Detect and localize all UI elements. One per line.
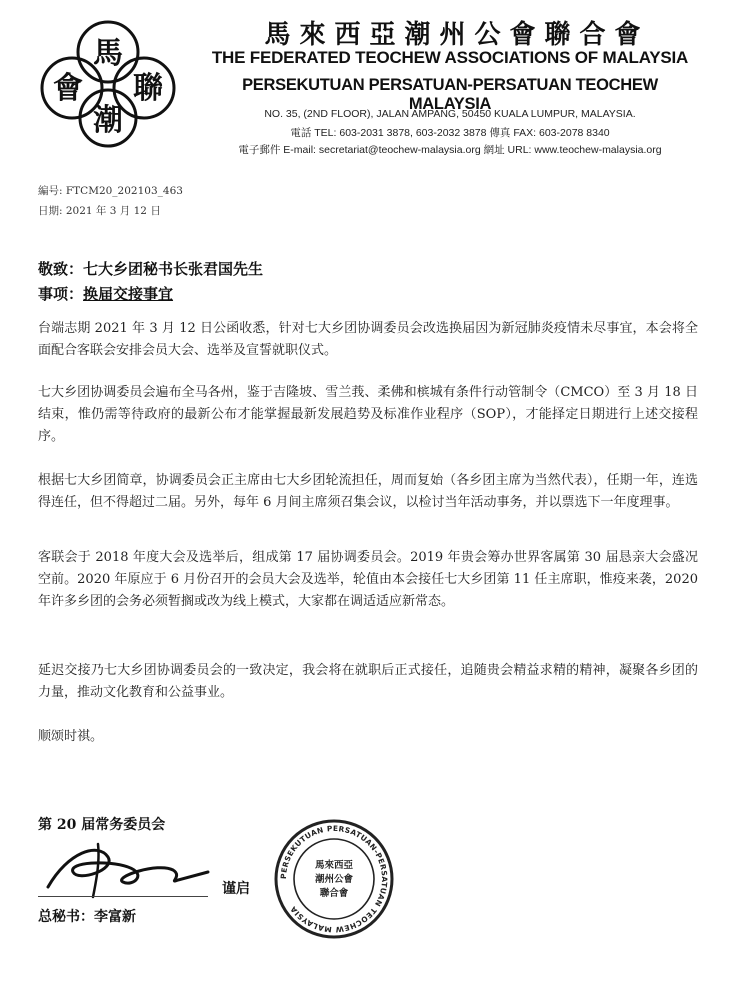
org-name-chinese: 馬來西亞潮州公會聯合會 <box>264 20 650 50</box>
body-paragraph-3: 根据七大乡团简章，协调委员会正主席由七大乡团轮流担任，周而复始（各乡团主席为当然代表），任期一年，连选得连任，但不得超过二届。另外，每年 6 月间主席须召集会议，以检讨当年活动事务，并以票选下一年度理事。 <box>38 473 698 510</box>
org-address: NO. 35, (2ND FLOOR), JALAN AMPANG, 50450 KUALA LUMPUR, MALAYSIA. <box>264 108 636 120</box>
association-seal <box>273 818 395 940</box>
org-tel-fax: 電話 TEL: 603-2031 3878, 603-2032 3878 傳真 FAX: 603-2078 8340 <box>290 127 610 139</box>
org-email-web: 電子郵件 E-mail: secretariat@teochew-malaysia.org 網址 URL: www.teochew-malaysia.org <box>238 144 662 156</box>
body-paragraph-2: 七大乡团协调委员会遍布全马各州，鉴于吉隆坡、雪兰莪、柔佛和槟城有条件行动管制令（CMCO）至 3 月 18 日结束，惟仍需等待政府的最新公布才能掌握最新发展趋势及标准作业程序（SOP），才能择定日期进行上述交接程序。 <box>38 385 698 444</box>
svg-text:馬來西亞: 馬來西亞 <box>314 860 354 871</box>
closing-greeting: 顺颂时祺。 <box>38 729 104 744</box>
svg-text:馬: 馬 <box>93 36 123 71</box>
recipient-line: 敬致：七大乡团秘书长张君国先生 <box>38 260 264 278</box>
svg-text:潮州公會: 潮州公會 <box>314 874 354 885</box>
subject-value: 换届交接事宜 <box>83 285 174 303</box>
association-logo <box>38 18 178 148</box>
committee-name: 第 20 届常务委员会 <box>38 817 166 833</box>
reference-number: 編号: FTCM20_202103_463 <box>38 185 183 197</box>
subject-label: 事项： <box>38 285 84 303</box>
respectfully-closing: 谨启 <box>222 881 250 897</box>
subject-line <box>38 283 173 304</box>
svg-text:PERSEKUTUAN PERSATUAN-PERSATUA: PERSEKUTUAN PERSATUAN-PERSATUAN TEOCHEW MALAYSIA <box>278 823 390 935</box>
body-paragraph-5: 延迟交接乃七大乡团协调委员会的一致决定，我会将在就职后正式接任，追随贵会精益求精的精神，凝聚各乡团的力量，推动文化教育和公益事业。 <box>38 663 698 700</box>
org-name-malay: PERSEKUTUAN PERSATUAN-PERSATUAN TEOCHEW MALAYSIA <box>242 76 658 113</box>
svg-text:會: 會 <box>53 71 83 106</box>
handwritten-signature <box>38 832 218 902</box>
letter-date: 日期: 2021 年 3 月 12 日 <box>38 205 161 217</box>
svg-text:潮: 潮 <box>93 103 123 138</box>
org-name-english: THE FEDERATED TEOCHEW ASSOCIATIONS OF MALAYSIA <box>211 48 689 67</box>
secretary-general: 总秘书：李富新 <box>38 909 136 925</box>
svg-text:聯: 聯 <box>133 71 163 106</box>
signature-line <box>38 896 208 897</box>
svg-text:聯合會: 聯合會 <box>319 888 349 899</box>
body-paragraph-1: 台端志期 2021 年 3 月 12 日公函收悉，针对七大乡团协调委员会改选换届因为新冠肺炎疫情未尽事宜，本会将全面配合客联会安排会员大会、选举及宣誓就职仪式。 <box>38 321 698 358</box>
body-paragraph-4: 客联会于 2018 年度大会及选举后，组成第 17 届协调委员会。2019 年贵会筹办世界客属第 30 届恳亲大会盛况空前。2020 年原应于 6 月份召开的会员大会及选举，轮值由本会接任七大乡团第 11 任主席职，惟疫来袭，2020 年许多乡团的会务必须暂搁或改为线上模式，大家都在调适适应新常态。 <box>38 550 698 609</box>
